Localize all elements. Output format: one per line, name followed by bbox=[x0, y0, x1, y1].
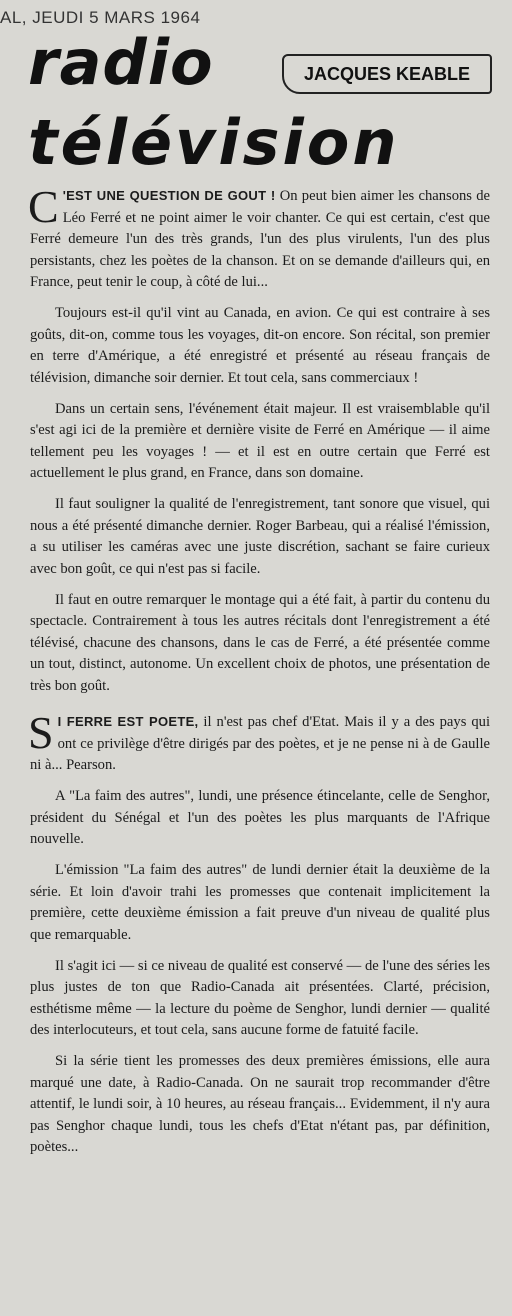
paragraph-6 bbox=[28, 707, 490, 777]
dropcap-s: S bbox=[28, 707, 54, 758]
article-body bbox=[28, 181, 490, 1168]
paragraph-6-text: il n'est pas chef d'Etat. Mais il y a des pays qui ont ce privilège d'être dirigés par des poètes, et je ne pense ni à de Gaulle ni à... Pearson. bbox=[30, 714, 490, 773]
paragraph-8: L'émission "La faim des autres" de lundi dernier était la deuxième de la série. Et loin d'avoir trahi les promesses que contenait implicitement la première, cette deuxième émission a fait preuve d'un niveau de qualité plus que remarquable. bbox=[30, 862, 490, 943]
masthead-television: télévision bbox=[28, 106, 400, 179]
byline-box bbox=[282, 54, 492, 94]
dateline: AL, JEUDI 5 MARS 1964 bbox=[0, 8, 201, 27]
masthead-radio: radio bbox=[28, 26, 214, 99]
lead-caps-1: 'EST UNE QUESTION DE GOUT ! bbox=[62, 188, 276, 203]
paragraph-1 bbox=[28, 181, 490, 294]
lead-caps-2: I FERRE EST POETE, bbox=[57, 714, 199, 729]
paragraph-7: A "La faim des autres", lundi, une présence étincelante, celle de Senghor, président du Sénégal et l'un des poètes les plus marquants de l'Afrique nouvelle. bbox=[30, 788, 490, 847]
paragraph-4: Il faut souligner la qualité de l'enregistrement, tant sonore que visuel, qui nous a été présenté dimanche dernier. Roger Barbeau, qui a réalisé l'émission, a su utiliser les caméras avec une juste discrétion, sachant se faire curieux avec bon goût, ce qui n'est pas si facile. bbox=[30, 496, 490, 577]
paragraph-1-text: On peut bien aimer les chansons de Léo Ferré et ne point aimer le voir chanter. Ce qui est certain, c'est que Ferré demeure l'un des très grands, l'un des plus virulents, l'un des plus persistants, chez les poètes de la chanson. Et on se demande d'ailleurs qui, en France, peut tenir le coup, à côté de lui... bbox=[30, 188, 490, 290]
dropcap-c: C bbox=[28, 181, 59, 232]
paragraph-10: Si la série tient les promesses des deux premières émissions, elle aura marqué une date, à Radio-Canada. On ne saurait trop recommander d'être attentif, le lundi soir, à 10 heures, au réseau français... Evidemment, il n'y aura pas Senghor chaque lundi, tous les chefs d'Etat n'étant pas, par définition, poètes... bbox=[30, 1053, 490, 1155]
paragraph-5: Il faut en outre remarquer le montage qui a été fait, à partir du contenu du spectacle. Contrairement à tous les autres récitals dont l'enregistrement a été télévisé, chacune des chansons, dans le cas de Ferré, a été présentée comme un tout, distinct, autonome. Un excellent choix de photos, une présentation de très bon goût. bbox=[30, 591, 490, 694]
paragraph-9: Il s'agit ici — si ce niveau de qualité est conservé — de l'une des séries les plus justes de ton que Radio-Canada ait présentées. Clarté, précision, esthétisme même — la lecture du poème de Senghor, lundi dernier — qualité des interlocuteurs, et tout cela, sans aucune forme de fatuité facile. bbox=[30, 957, 490, 1038]
paragraph-2: Toujours est-il qu'il vint au Canada, en avion. Ce qui est contraire à ses goûts, dit-on, comme tous les voyages, dit-on encore. Son récital, son premier en terre d'Amérique, a été enregistré et présenté au réseau français de télévision, dimanche soir dernier. Et tout cela, sans commerciaux ! bbox=[30, 305, 490, 386]
paragraph-3: Dans un certain sens, l'événement était majeur. Il est vraisemblable qu'il s'est agi ici de la première et dernière visite de Ferré en Amérique — il aime tellement peu les voyages ! — et il est en outre certain que Ferré est actuellement le plus grand, en France, dans son domaine. bbox=[30, 400, 490, 481]
byline-author: JACQUES KEABLE bbox=[303, 63, 471, 84]
